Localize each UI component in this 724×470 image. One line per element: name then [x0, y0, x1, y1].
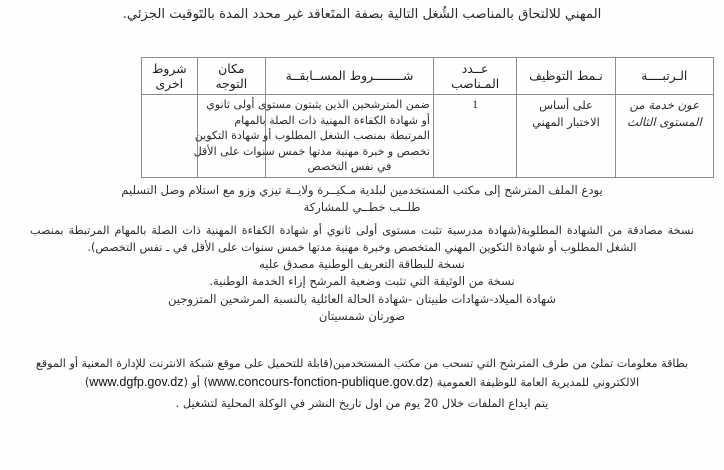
table-header	[142, 58, 714, 95]
condition-line-1: ضمن المترشحين الذين يثبتون مستوى أولى ثانوي	[206, 98, 430, 111]
information-notes	[30, 355, 694, 412]
table-header-row	[142, 58, 714, 95]
cell-other-conditions	[142, 95, 198, 178]
column-header-competition-conditions: شــــــــروط المســابقــة	[266, 58, 434, 95]
link-concours-fonction-publique[interactable]: www.concours-fonction-publique.gov.dz	[207, 375, 429, 390]
column-header-employment-mode: نـمط التوظيف	[517, 58, 615, 95]
document-item-national-service: نسخة من الوثيقة التي تثبت وضعية المرشح إزاء الخدمة الوطنية.	[209, 274, 515, 289]
condition-line-3: المرتبطة بمنصب الشغل المطلوب أو شهادة التكوين	[194, 129, 430, 143]
info-line-1: بطاقة معلومات تملئ من طرف المترشح التي تسحب من مكتب المستخدمين(قابلة للتحميل على موقع شبكة الانترنت للإدارة المعنية أو الموقع	[35, 357, 689, 370]
deposit-line-2: طلــب خطــي للمشاركة	[303, 200, 421, 215]
document-item-national-id: نسخة للبطاقة التعريف الوطنية مصدق عليه	[259, 257, 465, 272]
document-item-birth-medical-family: شهادة الميلاد-شهادات طبيتان -شهادة الحالة العائلية بالنسبة المرشحين المتزوجين	[167, 291, 557, 306]
deadline-notice: يتم ايداع الملفات خلال 20 يوم من اول تاريخ النشر في الوكلة المحلية لتشغيل .	[175, 396, 549, 411]
cell-mode-line-1: على أساس	[539, 98, 593, 112]
document-item-certificate: نسخة مصادقة من الشهادة المطلوبة(شهادة مدرسية تثبت مستوى أولى ثانوي أو شهادة الكفاءة المهنية ذات الصلة بالمهام المرتبطة بمنصب الشغل المطلوب أو شهادة التكوين المهني المتخصص وخبرة مهنية مدتها خمس سنوات على الأقل في ـ نفس التخصص).	[30, 224, 694, 255]
condition-line-2: أو شهادة الكفاءة المهنية ذات الصلة بالمهام	[234, 113, 430, 127]
condition-line-4: تخصص و خبرة مهنية مدتها خمس سنوات على الأقل	[193, 144, 430, 158]
link-dgfp[interactable]: www.dgfp.gov.dz	[89, 375, 184, 390]
info-line-2-middle: ) أو (	[183, 376, 208, 390]
column-header-place: مكان التوجه	[197, 58, 265, 95]
positions-table	[141, 57, 714, 178]
table-body	[142, 95, 714, 178]
cell-competition-conditions	[193, 95, 434, 178]
info-line-2-prefix: الالكتروني للمديرية العامة للوظيفة العمومية (	[428, 376, 640, 390]
column-header-rank: الـرتبــــة	[615, 58, 713, 95]
deposit-instructions	[30, 182, 694, 217]
required-documents	[30, 222, 694, 326]
condition-line-5: في نفس التخصص	[307, 160, 392, 174]
intro-paragraph: المهني للالتحاق بالمناصب الشُغل التالية بصفة المتَعاقد غير محدد المدة بالتَوقيت الجزئي.	[122, 7, 602, 22]
column-header-other-conditions: شروط اخرى	[142, 58, 198, 95]
table-row	[142, 95, 714, 178]
cell-positions-count: 1	[433, 95, 516, 178]
info-line-2-suffix: )	[84, 376, 90, 390]
cell-employment-mode	[517, 95, 615, 178]
deposit-line-1: يودع الملف المترشح إلى مكتب المستخدمين لبلدية مـكيــرة ولايــة تيزي وزو مع استلام وصل التسليم	[121, 183, 603, 197]
cell-mode-line-2: الاختبار المهني	[532, 114, 600, 129]
column-header-positions-count: عــدد المـناصب	[433, 58, 516, 95]
cell-rank-line-1: عون خدمة من	[629, 98, 700, 112]
cell-rank	[615, 95, 713, 178]
document-item-photos: صورتان شمسيتان	[318, 309, 406, 324]
cell-rank-line-2: المستوى الثالث	[626, 114, 702, 129]
info-line-2	[30, 372, 694, 392]
